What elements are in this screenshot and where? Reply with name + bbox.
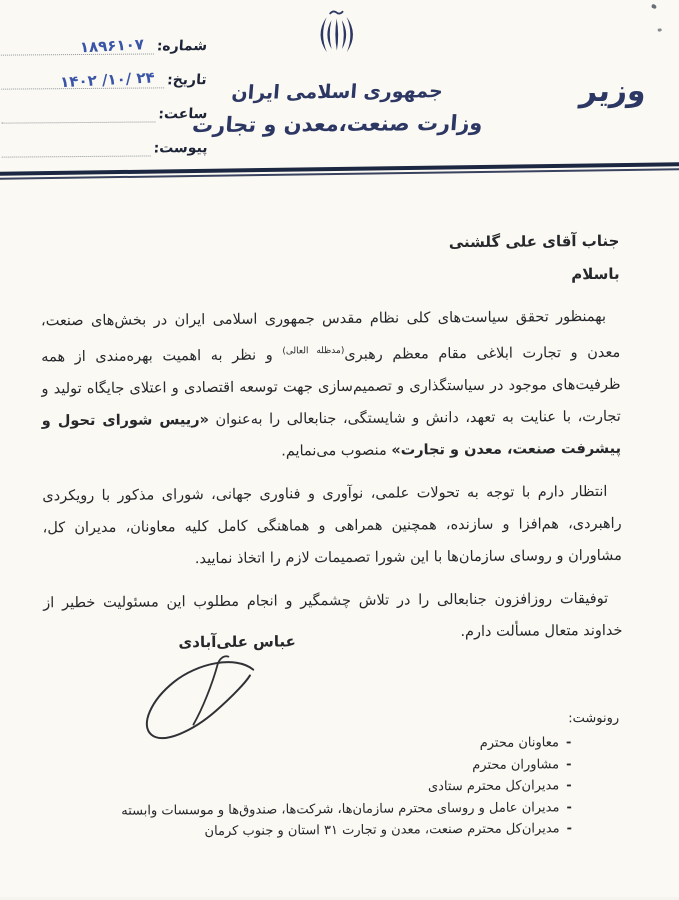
signer-name: عباس علی‌آبادی [178, 632, 296, 652]
minister-title: وزیر [578, 73, 648, 110]
date-label: تاریخ: [167, 72, 208, 89]
honorific-superscript: (مدظله العالی) [282, 345, 345, 357]
cc-label: رونوشت: [568, 710, 620, 727]
paragraph-expectations: انتظار دارم با توجه به تحولات علمی، نوآوری و فناوری جهانی، شورای مذکور با رویکردی راهبردی، هم‌افزا و سازنده، همچنین همراهی و هماهنگی کامل کلیه معاونان، مدیران کل، مشاوران و روسای سازمان‌ها با این شورا تصمیمات لازم را اتخاذ نمایید. [42, 483, 622, 568]
ink-speck [651, 4, 657, 10]
number-label: شماره: [155, 38, 208, 55]
time-label: ساعت: [157, 106, 208, 123]
attachment-label: پیوست: [153, 140, 209, 157]
paragraph-text: منصوب می‌نمایم. [281, 442, 392, 460]
cc-item-text: مدیران عامل و روسای محترم سازمان‌ها، شرکت‌ها، صندوق‌ها و موسسات وابسته [121, 799, 560, 819]
dash-bullet: - [566, 799, 572, 815]
dotted-line [1, 67, 165, 92]
date-value: ۱۴۰۲ /۱۰/ ۲۴ [59, 68, 155, 92]
dotted-line [2, 135, 151, 157]
letter-body [0, 211, 679, 651]
paragraph-text: و نظر به اهمیت بهره‌مندی از همه ظرفیت‌های موجود در سیاستگذاری و تصمیم‌سازی جهت توسعه اقتصادی و اعتلای جایگاه تولید و تجارت، با عنایت به تعهد، دانش و شایستگی، جنابعالی را به‌عنوان [41, 347, 621, 429]
salutation: باسلام [571, 264, 620, 284]
cc-item-text: مشاوران محترم [472, 756, 560, 773]
appointment-title: «رییس شورای تحول و پیشرفت صنعت، معدن و تجارت» [41, 412, 622, 459]
dash-bullet: - [566, 756, 572, 772]
dotted-line [1, 33, 154, 55]
cc-item-text: مدیران‌کل محترم صنعت، معدن و تجارت ۳۱ استان و جنوب کرمان [204, 821, 560, 840]
dash-bullet: - [565, 735, 572, 751]
republic-title: جمهوری اسلامی ایران [230, 80, 444, 104]
cc-item [23, 818, 620, 844]
ink-speck [657, 28, 662, 32]
dash-bullet: - [566, 778, 572, 794]
dash-bullet: - [566, 821, 573, 837]
addressee: جناب آقای علی گلشنی [448, 231, 620, 252]
iran-emblem-icon [312, 6, 360, 64]
cc-item-text: مدیران‌کل محترم ستادی [427, 778, 560, 795]
field-attachment [2, 135, 208, 158]
paragraph-appointment [41, 301, 621, 470]
paragraph-text: بهمنظور تحقق سیاست‌های کلی نظام مقدس جمهوری اسلامی ایران در بخش‌های صنعت، معدن و تجارت ابلاغی مقام معظم رهبری [40, 308, 621, 363]
ministry-title: وزارت صنعت،معدن و تجارت [190, 110, 484, 138]
paragraph-wishes: توفیقات روزافزون جنابعالی را در تلاش چشمگیر و انجام مطلوب این مسئولیت خطیر از خداوند متعال مسألت دارم. [43, 590, 623, 641]
letterhead-center [176, 5, 497, 138]
cc-section [2, 707, 679, 844]
dotted-line [1, 101, 155, 123]
number-value: ۱۸۹۶۱۰۷ [78, 35, 144, 57]
cc-item-text: معاونان محترم [479, 735, 559, 751]
